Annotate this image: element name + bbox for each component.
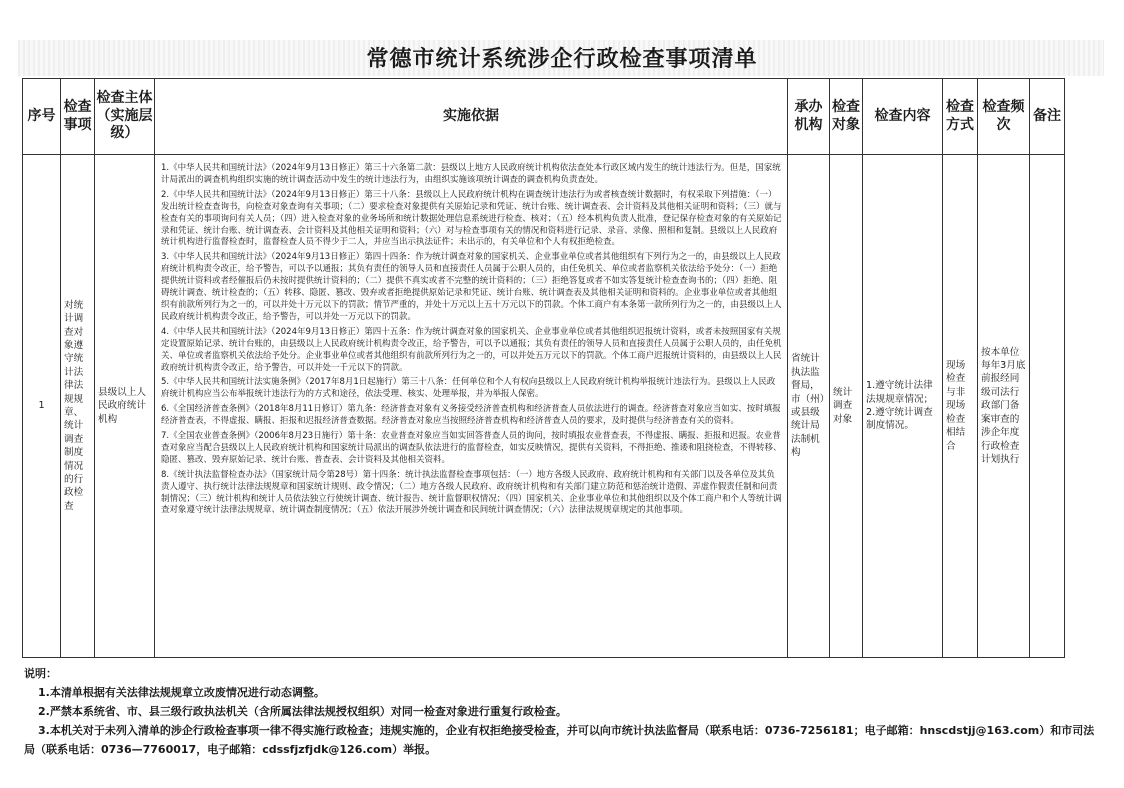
header-item: 检查事项: [61, 79, 95, 155]
header-remark: 备注: [1030, 79, 1065, 155]
header-content: 检查内容: [863, 79, 943, 155]
row-remark: [1030, 155, 1065, 658]
basis-clause: 6.《全国经济普查条例》（2018年8月11日修订）第九条：经济普查对象有义务接受经济普查机构和经济普查人员依法进行的调查。经济普查对象应当如实、按时填报经济普查表，不得虚报、瞒报、拒报和迟报经济普查数据。经济普查对象应当按照经济普查机构和经济普查人员的要求，及时提供与经济普查有关的资料。: [161, 404, 781, 427]
page-title: 常德市统计系统涉企行政检查事项清单: [366, 46, 758, 72]
row-object: 统计调查对象: [830, 155, 863, 658]
notes-section: [24, 664, 1104, 759]
row-subject: 县级以上人民政府统计机构: [95, 155, 155, 658]
basis-clause: 2.《中华人民共和国统计法》（2024年9月13日修正）第三十八条：县级以上人民政府统计机构在调查统计违法行为或者核查统计数据时，有权采取下列措施：（一）发出统计检查查询书，向检查对象查询有关事项；（二）要求检查对象提供有关原始记录和凭证、统计台账、统计调查表、会计资料及其他相关证明和资料；（三）就与检查有关的事项询问有关人员；（四）进入检查对象的业务场所和统计数据处理信息系统进行检查、核对；（五）经本机构负责人批准，登记保存检查对象的有关原始记录和凭证、统计台账、统计调查表、会计资料及其他相关证明和资料；（六）对与检查事项有关的情况和资料进行记录、录音、录像、照相和复制。县级以上人民政府统计机构进行监督检查时，监督检查人员不得少于二人，并应当出示执法证件；未出示的，有关单位和个人有权拒绝检查。: [161, 189, 782, 248]
row-agency: 省统计执法监督局，市（州）或县级统计局法制机构: [788, 155, 830, 658]
header-seq: 序号: [23, 79, 61, 155]
header-method: 检查方式: [943, 79, 978, 155]
table-row: [23, 155, 1065, 658]
basis-clause: 1.《中华人民共和国统计法》（2024年9月13日修正）第三十六条第二款：县级以上地方人民政府统计机构依法查处本行政区域内发生的统计违法行为。但是，国家统计局派出的调查机构组织实施的统计调查活动中发生的统计违法行为，由组织实施该项统计调查的调查机构负责查处。: [161, 163, 781, 185]
notes-heading: 说明：: [24, 667, 57, 680]
note-item: 2.严禁本系统省、市、县三级行政执法机关（含所属法律法规授权组织）对同一检查对象进行重复行政检查。: [38, 705, 567, 718]
table-header-row: [23, 79, 1065, 155]
row-method: 现场检查与非现场检查相结合: [943, 155, 978, 658]
header-frequency: 检查频次: [978, 79, 1030, 155]
header-object: 检查对象: [830, 79, 863, 155]
basis-clause: 4.《中华人民共和国统计法》（2024年9月13日修正）第四十五条：作为统计调查对象的国家机关、企业事业单位或者其他组织迟报统计资料，或者未按照国家有关规定设置原始记录、统计台账的，由县级以上人民政府统计机构责令改正，给予警告，可以予以通报；其负有责任的领导人员和直接责任人员属于公职人员的，由任免机关、单位或者监察机关依法给予处分。企业事业单位或者其他组织有前款所列行为之一的，可以并处五万元以下的罚款。个体工商户迟报统计资料的，由县级以上人民政府统计机构责令改正，给予警告，可以并处一千元以下的罚款。: [161, 326, 782, 373]
basis-clause: 7.《全国农业普查条例》（2006年8月23日施行）第十条：农业普查对象应当如实回答普查人员的询问，按时填报农业普查表，不得虚报、瞒报、拒报和迟报。农业普查对象应当配合县级以上人民政府统计机构和国家统计局派出的调查队依法进行的监督检查，如实反映情况，提供有关资料，不得拒绝、推诿和阻挠检查，不得转移、隐匿、篡改、毁弃原始记录、统计台账、普查表、会计资料及其他相关资料。: [161, 431, 782, 465]
header-subject: 检查主体（实施层级）: [95, 79, 155, 155]
inspection-table: [22, 78, 1065, 658]
row-item: 对统计调查对象遵守统计法律法规规章、统计调查制度情况的行政检查: [61, 155, 95, 658]
row-basis: [155, 155, 788, 658]
note-item: 3.本机关对于未列入清单的涉企行政检查事项一律不得实施行政检查；违规实施的，企业有权拒绝接受检查，并可以向市统计执法监督局（联系电话：0736-7256181；电子邮箱：hnscdstjj@163.com）和市司法局（联系电话：0736—7760017，电子邮箱：cdssfjzfjdk@126.com）举报。: [24, 724, 1095, 756]
row-frequency: 按本单位每年3月底前报经同级司法行政部门备案审查的涉企年度行政检查计划执行: [978, 155, 1030, 658]
row-content: 1.遵守统计法律法规规章情况；2.遵守统计调查制度情况。: [863, 155, 943, 658]
header-basis: 实施依据: [155, 79, 788, 155]
note-item: 1.本清单根据有关法律法规规章立改废情况进行动态调整。: [38, 686, 325, 699]
basis-clause: 8.《统计执法监督检查办法》（国家统计局令第28号）第十四条：统计执法监督检查事项包括：（一）地方各级人民政府、政府统计机构和有关部门以及各单位及其负责人遵守、执行统计法律法规规章和国家统计规则、政令情况；（二）地方各级人民政府、政府统计机构和有关部门建立防范和惩治统计造假、弄虚作假责任制和问责制情况；（三）统计机构和统计人员依法独立行使统计调查、统计报告、统计监督职权情况；（四）国家机关、企业事业单位和其他组织以及个体工商户和个人等统计调查对象遵守统计法律法规规章、统计调查制度情况；（五）依法开展涉外统计调查和民间统计调查情况；（六）法律法规规章规定的其他事项。: [161, 469, 782, 516]
basis-clause: 5.《中华人民共和国统计法实施条例》（2017年8月1日起施行）第三十八条：任何单位和个人有权向县级以上人民政府统计机构举报统计违法行为。县级以上人民政府统计机构应当公布举报统计违法行为的方式和途径，依法受理、核实、处理举报，并为举报人保密。: [161, 377, 776, 400]
basis-clause: 3.《中华人民共和国统计法》（2024年9月13日修正）第四十四条：作为统计调查对象的国家机关、企业事业单位或者其他组织有下列行为之一的，由县级以上人民政府统计机构责令改正，给予警告，可以予以通报；其负有责任的领导人员和直接责任人员属于公职人员的，由任免机关、单位或者监察机关依法给予处分：（一）拒绝提供统计资料或者经催报后仍未按时提供统计资料的；（二）提供不真实或者不完整的统计资料的；（三）拒绝答复或者不如实答复统计检查查询书的；（四）拒绝、阻碍统计调查、统计检查的；（五）转移、隐匿、篡改、毁弃或者拒绝提供原始记录和凭证、统计台账、统计调查表及其他相关证明和资料的。企业事业单位或者其他组织有前款所列行为之一的，可以并处十万元以下的罚款；情节严重的，并处十万元以上五十万元以下的罚款。个体工商户有本条第一款所列行为之一的，由县级以上人民政府统计机构责令改正，给予警告，可以并处一万元以下的罚款。: [161, 252, 782, 322]
header-agency: 承办机构: [788, 79, 830, 155]
row-seq: 1: [23, 155, 61, 658]
